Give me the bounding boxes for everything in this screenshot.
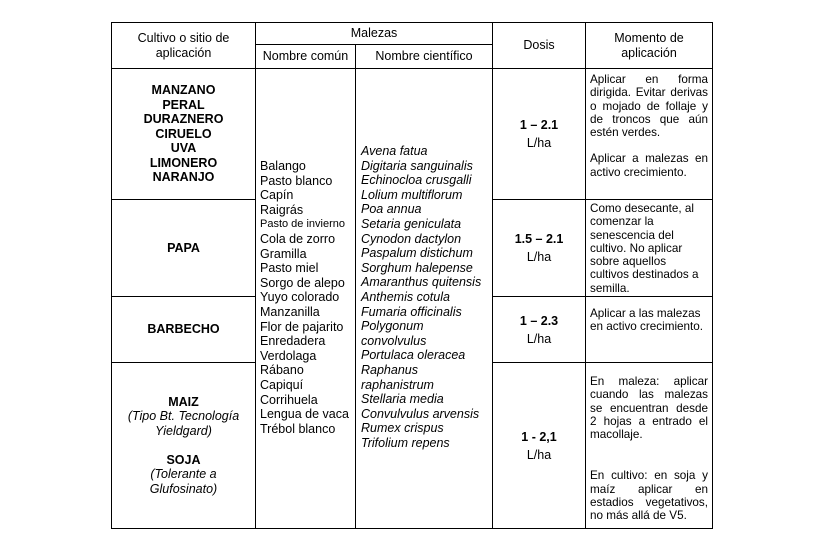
crop-name: LIMONERO	[149, 155, 218, 170]
dose-cell-maiz-soja	[493, 363, 586, 529]
header-weeds: Malezas	[256, 23, 493, 45]
crop-name: NARANJO	[152, 170, 215, 185]
dose-value: 1 – 2.1	[519, 118, 559, 132]
common-name: Lengua de vaca	[260, 407, 349, 422]
crop-name: BARBECHO	[147, 322, 220, 337]
dose-value: 1 – 2.3	[519, 313, 559, 328]
moment-text: Aplicar a malezas en activo crecimiento.	[590, 152, 709, 179]
moment-text: Como desecante, al comenzar la senescencia del cultivo. No aplicar sobre aquellos cultivos destinados a semilla.	[590, 202, 699, 295]
moment-text: En maleza: aplicar cuando las malezas se encuentran desde 2 hojas a entrado el macollaje.	[590, 375, 709, 442]
common-name: Capín	[260, 188, 294, 203]
header-scientific-name: Nombre científico	[356, 45, 493, 69]
moment-text: Aplicar en forma dirigida. Evitar derivas o mojado de follaje y de troncos que aún estén verdes.	[590, 73, 709, 140]
header-common-name: Nombre común	[256, 45, 356, 69]
scientific-name: convolvulus	[361, 333, 427, 348]
dose-unit: L/ha	[526, 250, 552, 264]
moment-cell-barbecho	[586, 297, 713, 363]
scientific-name: Stellaria media	[361, 392, 444, 407]
scientific-name: Poa annua	[361, 202, 422, 217]
moment-cell-maiz-soja	[586, 363, 713, 529]
scientific-name: Raphanus	[361, 362, 418, 377]
scientific-name: Echinocloa crusgalli	[361, 173, 472, 188]
common-name: Trébol blanco	[260, 421, 336, 436]
common-name: Capiquí	[260, 377, 304, 392]
common-name: Rábano	[260, 363, 304, 378]
common-name: Flor de pajarito	[260, 319, 344, 334]
common-name: Raigrás	[260, 202, 304, 217]
dose-unit: L/ha	[526, 447, 552, 462]
crop-name: DURAZNERO	[143, 112, 224, 127]
moment-text: Aplicar a las malezas en activo crecimiento.	[590, 307, 704, 334]
scientific-name: Setaria geniculata	[361, 216, 462, 231]
crop-cell-barbecho	[112, 297, 256, 363]
scientific-name: Portulaca oleracea	[361, 348, 466, 363]
common-name: Yuyo colorado	[260, 290, 340, 305]
dose-cell-barbecho	[493, 297, 586, 363]
common-names-cell	[256, 69, 356, 529]
crop-name: SOJA	[166, 452, 201, 467]
crop-cell-fruit	[112, 69, 256, 200]
common-name: Gramilla	[260, 246, 307, 261]
header-crop: Cultivo o sitio de aplicación	[112, 23, 256, 69]
scientific-name: Amaranthus quitensis	[361, 275, 482, 290]
header-dose: Dosis	[493, 23, 586, 69]
common-name: Balango	[260, 159, 306, 173]
common-name: Verdolaga	[260, 348, 317, 363]
common-name: Pasto de invierno	[260, 218, 345, 231]
scientific-name: raphanistrum	[361, 377, 434, 392]
crop-name: PERAL	[162, 97, 205, 112]
moment-cell-fruit	[586, 69, 713, 200]
herbicide-usage-table	[111, 22, 713, 529]
scientific-name: Lolium multiflorum	[361, 187, 463, 202]
dose-cell-papa	[493, 200, 586, 297]
scientific-name: Rumex crispus	[361, 421, 444, 436]
dose-value: 1.5 – 2.1	[514, 232, 564, 246]
common-name: Pasto miel	[260, 261, 319, 276]
moment-text: En cultivo: en soja y maíz aplicar en estadios vegetativos, no más allá de V5.	[590, 469, 709, 523]
dose-value: 1 - 2,1	[521, 429, 557, 444]
dose-unit: L/ha	[526, 136, 552, 150]
crop-name: CIRUELO	[155, 126, 212, 141]
dose-unit: L/ha	[526, 331, 552, 346]
crop-name: MAIZ	[168, 394, 199, 409]
scientific-name: Anthemis cotula	[361, 289, 450, 304]
crop-name: PAPA	[167, 240, 200, 255]
moment-cell-papa	[586, 200, 713, 297]
scientific-name: Paspalum distichum	[361, 246, 473, 261]
header-moment: Momento de aplicación	[586, 23, 713, 69]
dose-cell-fruit	[493, 69, 586, 200]
crop-note: (Tipo Bt. Tecnología Yieldgard)	[127, 409, 240, 438]
scientific-name: Trifolium repens	[361, 435, 450, 450]
scientific-name: Digitaria sanguinalis	[361, 158, 473, 173]
common-name: Sorgo de alepo	[260, 275, 345, 290]
crop-name: MANZANO	[151, 82, 216, 97]
scientific-name: Sorghum halepense	[361, 260, 473, 275]
crop-cell-maiz-soja	[112, 363, 256, 529]
scientific-names-cell	[356, 69, 493, 529]
scientific-name: Polygonum	[361, 319, 424, 334]
common-name: Pasto blanco	[260, 173, 333, 188]
common-name: Manzanilla	[260, 304, 320, 319]
scientific-name: Avena fatua	[361, 144, 428, 158]
scientific-name: Convulvulus arvensis	[361, 406, 480, 421]
common-name: Cola de zorro	[260, 231, 336, 246]
scientific-name: Fumaria officinalis	[361, 304, 462, 319]
common-name: Enredadera	[260, 334, 326, 349]
crop-name: UVA	[170, 141, 197, 156]
scientific-name: Cynodon dactylon	[361, 231, 462, 246]
crop-note: (Tolerante a Glufosinato)	[149, 467, 218, 496]
common-name: Corrihuela	[260, 392, 318, 407]
crop-cell-papa	[112, 200, 256, 297]
